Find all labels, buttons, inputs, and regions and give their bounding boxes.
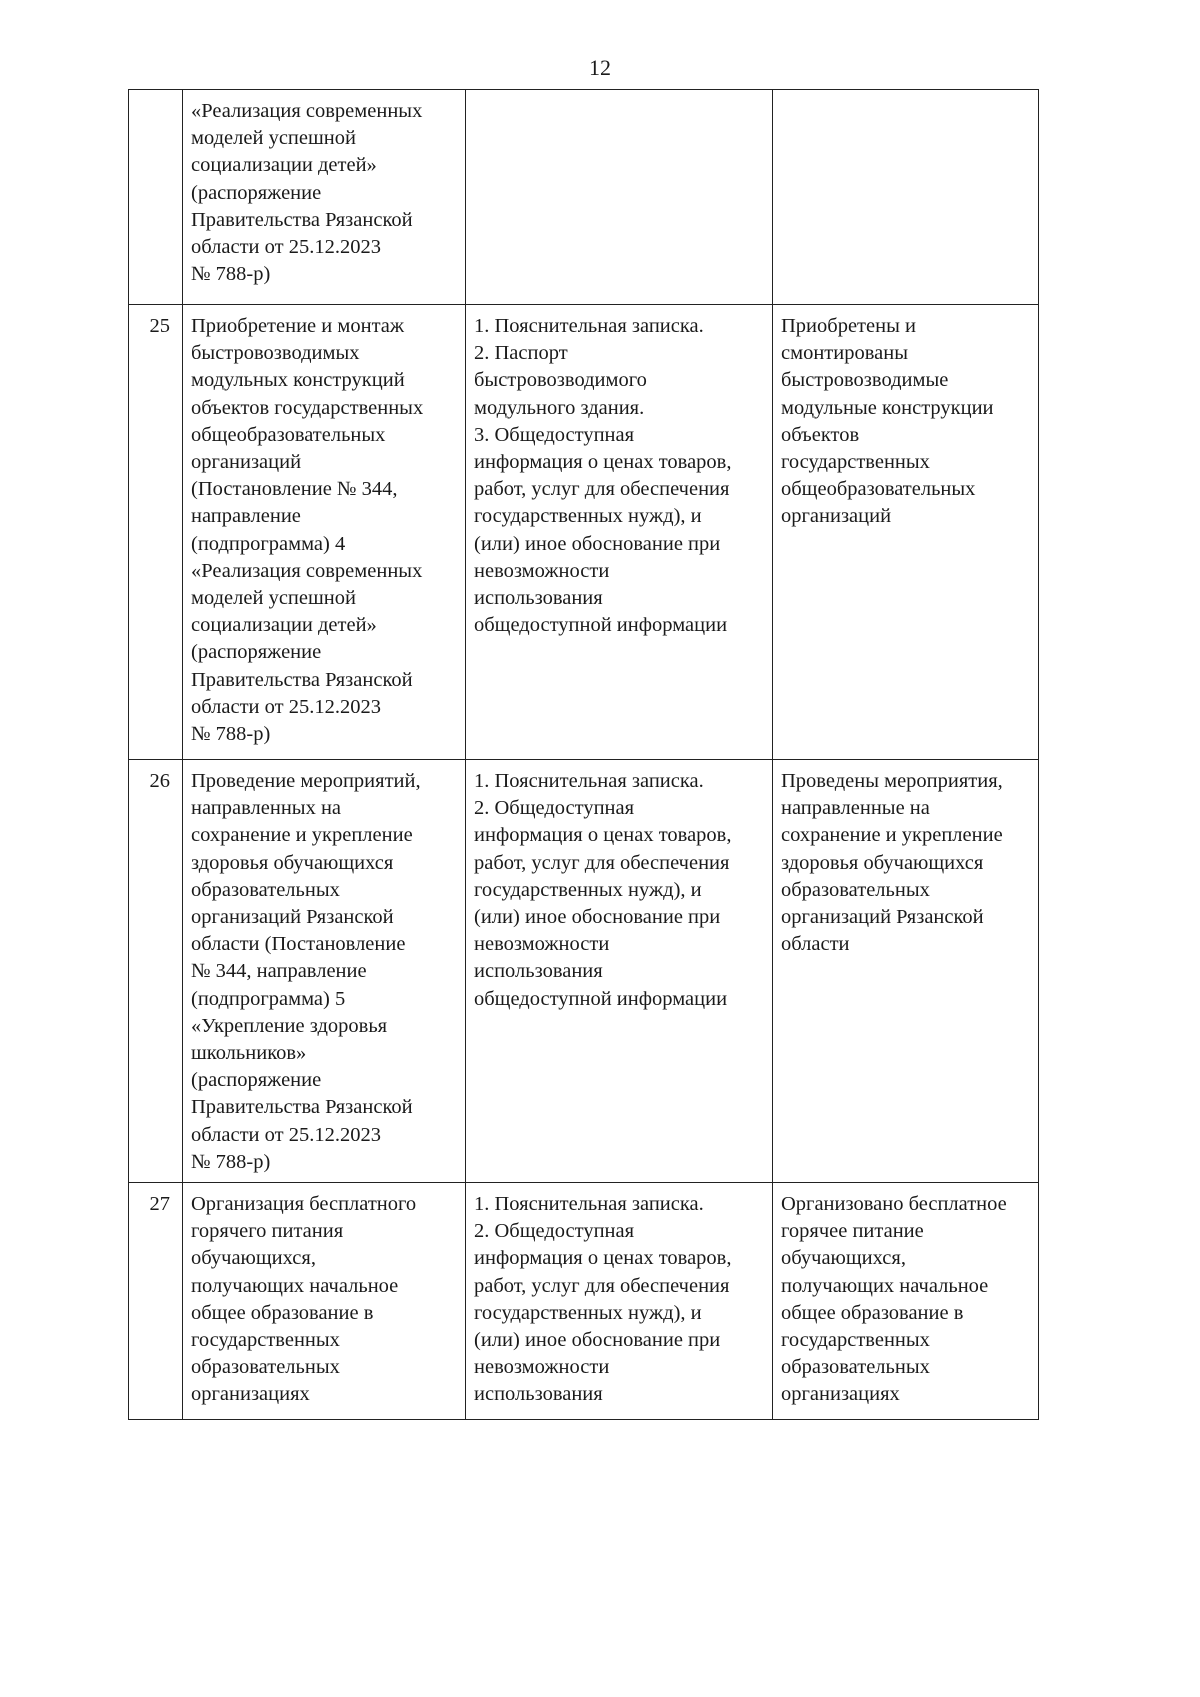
documents-cell: 1. Пояснительная записка. 2. Паспорт быстровозводимого модульного здания. 3. Общедоступная информация о ценах товаров, работ, услуг для обеспечения государственных нужд), и (или) иное обоснование при невозможности использования общедоступной информации (466, 305, 773, 760)
row-number-cell (129, 90, 183, 305)
measure-description-cell: Организация бесплатного горячего питания обучающихся, получающих начальное общее образование в государственных образовательных организациях (183, 1183, 466, 1420)
row-number-cell: 25 (129, 305, 183, 760)
result-cell: Организовано бесплатное горячее питание обучающихся, получающих начальное общее образование в государственных образовательных организациях (773, 1183, 1039, 1420)
measures-table (128, 89, 1039, 1420)
documents-cell: 1. Пояснительная записка. 2. Общедоступная информация о ценах товаров, работ, услуг для обеспечения государственных нужд), и (или) иное обоснование при невозможности использования общедоступной информации (466, 760, 773, 1183)
documents-cell: 1. Пояснительная записка. 2. Общедоступная информация о ценах товаров, работ, услуг для обеспечения государственных нужд), и (или) иное обоснование при невозможности использования (466, 1183, 773, 1420)
table-row (129, 760, 1039, 1183)
row-number-cell: 26 (129, 760, 183, 1183)
table-row (129, 305, 1039, 760)
measure-description-cell: Приобретение и монтаж быстровозводимых модульных конструкций объектов государственных общеобразовательных организаций (Постановление № 344, направление (подпрограмма) 4 «Реализация современных моделей успешной социализации детей» (распоряжение Правительства Рязанской области от 25.12.2023 № 788-р) (183, 305, 466, 760)
measure-description-cell: «Реализация современных моделей успешной социализации детей» (распоряжение Правительства Рязанской области от 25.12.2023 № 788-р) (183, 90, 466, 305)
measure-description-cell: Проведение мероприятий, направленных на сохранение и укрепление здоровья обучающихся образовательных организаций Рязанской области (Постановление № 344, направление (подпрограмма) 5 «Укрепление здоровья школьников» (распоряжение Правительства Рязанской области от 25.12.2023 № 788-р) (183, 760, 466, 1183)
page-number: 12 (589, 55, 611, 80)
table-row (129, 1183, 1039, 1420)
table-row (129, 90, 1039, 305)
result-cell: Приобретены и смонтированы быстровозводимые модульные конструкции объектов государственных общеобразовательных организаций (773, 305, 1039, 760)
result-cell (773, 90, 1039, 305)
row-number-cell: 27 (129, 1183, 183, 1420)
result-cell: Проведены мероприятия, направленные на сохранение и укрепление здоровья обучающихся образовательных организаций Рязанской области (773, 760, 1039, 1183)
documents-cell (466, 90, 773, 305)
